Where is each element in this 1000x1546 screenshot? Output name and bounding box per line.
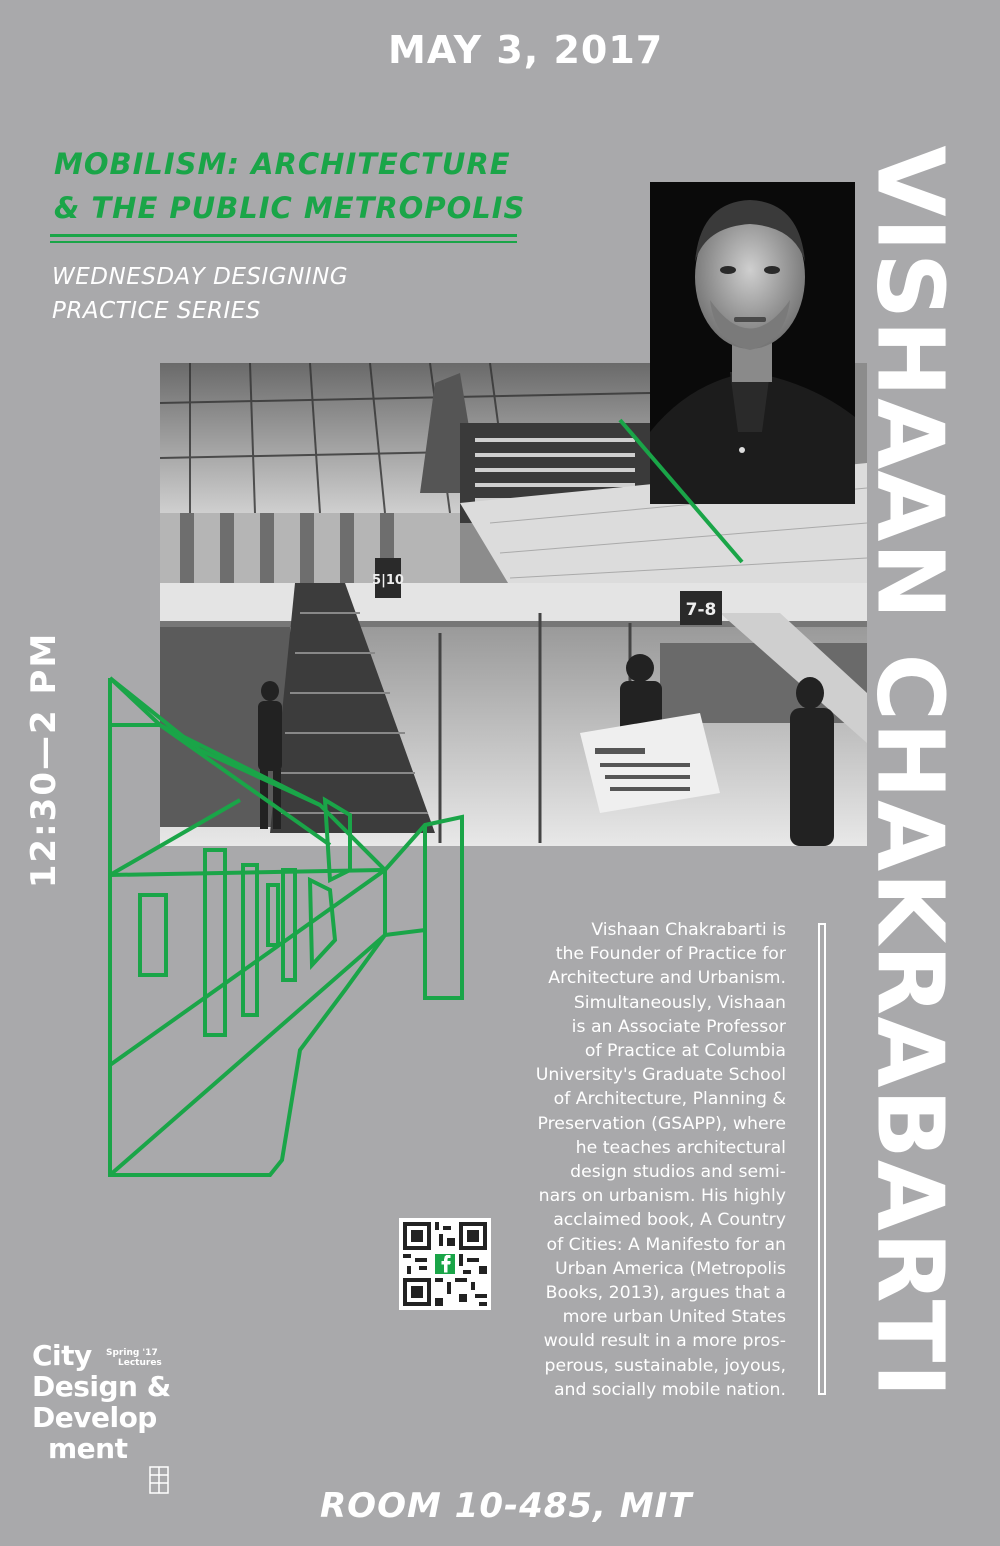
bio-line: is an Associate Professor xyxy=(571,1016,786,1037)
platform-sign: 7-8 xyxy=(685,600,717,620)
bio-accent-bar xyxy=(818,923,826,1395)
logo-line-3: Develop xyxy=(32,1401,157,1434)
event-time-text: 12:30—2 PM xyxy=(24,631,64,889)
event-date: MAY 3, 2017 xyxy=(388,28,664,72)
bio-line: Books, 2013), argues that a xyxy=(545,1283,786,1304)
speaker-name-text: VISHAAN CHAKRABARTI xyxy=(856,145,964,1399)
bio-line: Preservation (GSAPP), where xyxy=(537,1113,786,1134)
logo-tag xyxy=(106,1348,162,1368)
logo-tag-line-1: Spring '17 xyxy=(106,1348,158,1358)
dusp-mark-icon xyxy=(148,1465,170,1495)
event-location: ROOM 10-485, MIT xyxy=(320,1486,693,1526)
series-line-1: WEDNESDAY DESIGNING xyxy=(52,264,349,290)
stair-sign: 5|10 xyxy=(372,573,404,588)
bio-line: would result in a more pros- xyxy=(543,1331,786,1352)
bio-line: of Cities: A Manifesto for an xyxy=(546,1234,786,1255)
logo-tag-line-2: Lectures xyxy=(118,1358,162,1368)
bio-line: Simultaneously, Vishaan xyxy=(573,992,786,1013)
bio-line: he teaches architectural xyxy=(575,1137,786,1158)
city-design-development-logo xyxy=(32,1340,232,1464)
logo-line-1: City xyxy=(32,1339,92,1372)
bio-line: perous, sustainable, joyous, xyxy=(544,1355,786,1376)
speaker-bio xyxy=(500,918,786,1402)
bio-line: of Practice at Columbia xyxy=(584,1041,786,1062)
bio-line: University's Graduate School xyxy=(535,1065,786,1086)
lecture-title-line-1: MOBILISM: ARCHITECTURE xyxy=(54,147,511,181)
lecture-title-line-2: & THE PUBLIC METROPOLIS xyxy=(54,191,526,225)
qr-code-icon[interactable] xyxy=(399,1218,491,1310)
bio-line: Vishaan Chakrabarti is xyxy=(591,920,786,940)
bio-line: nars on urbanism. His highly xyxy=(538,1186,786,1207)
logo-line-2: Design & xyxy=(32,1370,171,1403)
bio-line: Architecture and Urbanism. xyxy=(548,968,786,989)
bio-line: more urban United States xyxy=(562,1307,786,1328)
bio-line: the Founder of Practice for xyxy=(555,944,786,965)
bio-line: of Architecture, Planning & xyxy=(553,1089,786,1110)
bio-line: and socially mobile nation. xyxy=(553,1379,786,1400)
series-line-2: PRACTICE SERIES xyxy=(52,298,261,324)
bio-line: design studios and semi- xyxy=(570,1162,786,1183)
bio-line: acclaimed book, A Country xyxy=(553,1210,786,1231)
bio-line: Urban America (Metropolis xyxy=(554,1258,786,1279)
logo-line-4: ment xyxy=(48,1432,128,1465)
